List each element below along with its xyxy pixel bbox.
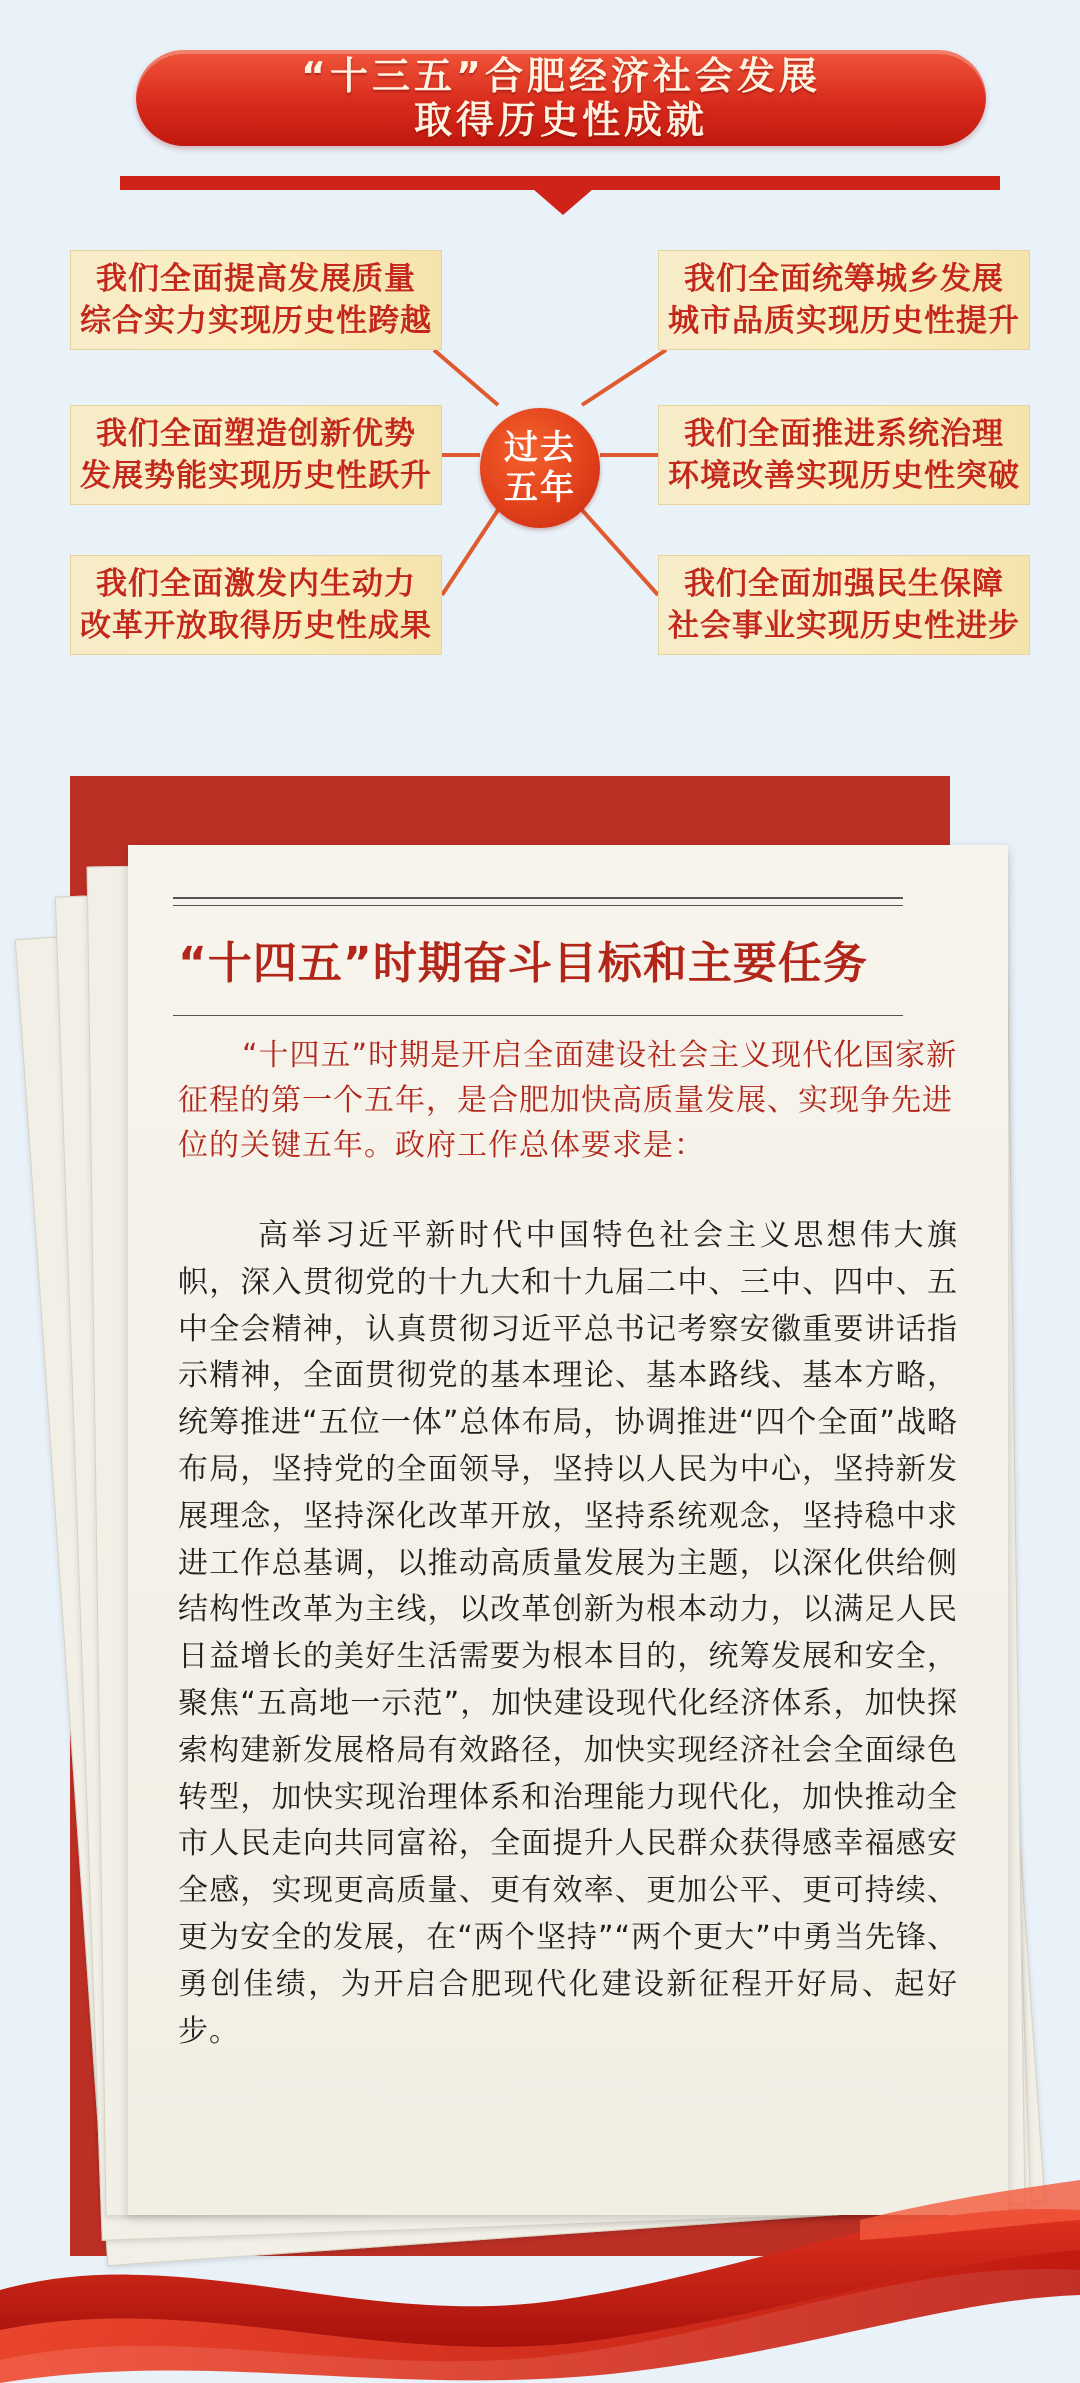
connector-line [582,510,658,595]
banner-divider [120,176,1000,190]
section-body: 高举习近平新时代中国特色社会主义思想伟大旗帜，深入贯彻党的十九大和十九届二中、三中、四中、五中全会精神，认真贯彻习近平总书记考察安徽重要讲话指示精神，全面贯彻党的基本理论、基本路线、基本方略，统筹推进“五位一体”总体布局，协调推进“四个全面”战略布局，坚持党的全面领导，坚持以人民为中心，坚持新发展理念，坚持深化改革开放，坚持系统观念，坚持稳中求进工作总基调，以推动高质量发展为主题，以深化供给侧结构性改革为主线，以改革创新为根本动力，以满足人民日益增长的美好生活需要为根本目的，统筹发展和安全，聚焦“五高地一示范”，加快建设现代化经济体系，加快探索构建新发展格局有效路径，加快实现经济社会全面绿色转型，加快实现治理体系和治理能力现代化，加快推动全市人民走向共同富裕，全面提升人民群众获得感幸福感安全感，实现更高质量、更有效率、更加公平、更可持续、更为安全的发展，在“两个坚持”“两个更大”中勇当先锋、勇创佳绩，为开启合肥现代化建设新征程开好局、起好步。 [178,1218,958,2049]
achievement-card-governance [658,405,1030,505]
title-banner [136,50,986,146]
banner-arrow-icon [533,189,593,215]
achievement-card-livelihood [658,555,1030,655]
achievement-text: 我们全面统筹城乡发展 [684,261,1004,297]
connector-line [434,350,498,405]
achievement-card-development-quality [70,250,442,350]
connector-line [442,510,498,595]
connector-line [582,350,666,405]
divider-line [173,897,903,899]
achievement-text: 我们全面加强民生保障 [684,566,1004,602]
divider-line [173,905,903,906]
achievement-card-reform [70,555,442,655]
red-ribbon-decoration [0,2180,1080,2383]
achievement-text: 社会事业实现历史性进步 [668,608,1020,644]
achievement-text: 城市品质实现历史性提升 [668,303,1020,339]
achievement-card-innovation [70,405,442,505]
hub-label-line-1: 过去 [504,428,576,468]
section-intro: “十四五”时期是开启全面建设社会主义现代化国家新征程的第一个五年，是合肥加快高质量发展、实现争先进位的关键五年。政府工作总体要求是： [178,1038,958,1163]
achievement-card-urban-rural [658,250,1030,350]
achievement-text: 我们全面推进系统治理 [684,416,1004,452]
achievement-text: 发展势能实现历史性跃升 [80,458,432,494]
banner-title-line-1: “十三五”合肥经济社会发展 [301,54,821,98]
achievement-text: 综合实力实现历史性跨越 [80,303,432,339]
achievement-text: 环境改善实现历史性突破 [668,458,1020,494]
divider-line [173,1015,903,1016]
banner-title-line-2: 取得历史性成就 [413,98,708,142]
document-paper [128,845,1008,2215]
achievement-text: 我们全面塑造创新优势 [96,416,416,452]
section-title: “十四五”时期奋斗目标和主要任务 [178,938,868,989]
hub-circle [480,408,600,528]
achievement-text: 改革开放取得历史性成果 [80,608,432,644]
achievement-text: 我们全面激发内生动力 [96,566,416,602]
achievement-text: 我们全面提高发展质量 [96,261,416,297]
hub-label-line-2: 五年 [504,468,576,508]
